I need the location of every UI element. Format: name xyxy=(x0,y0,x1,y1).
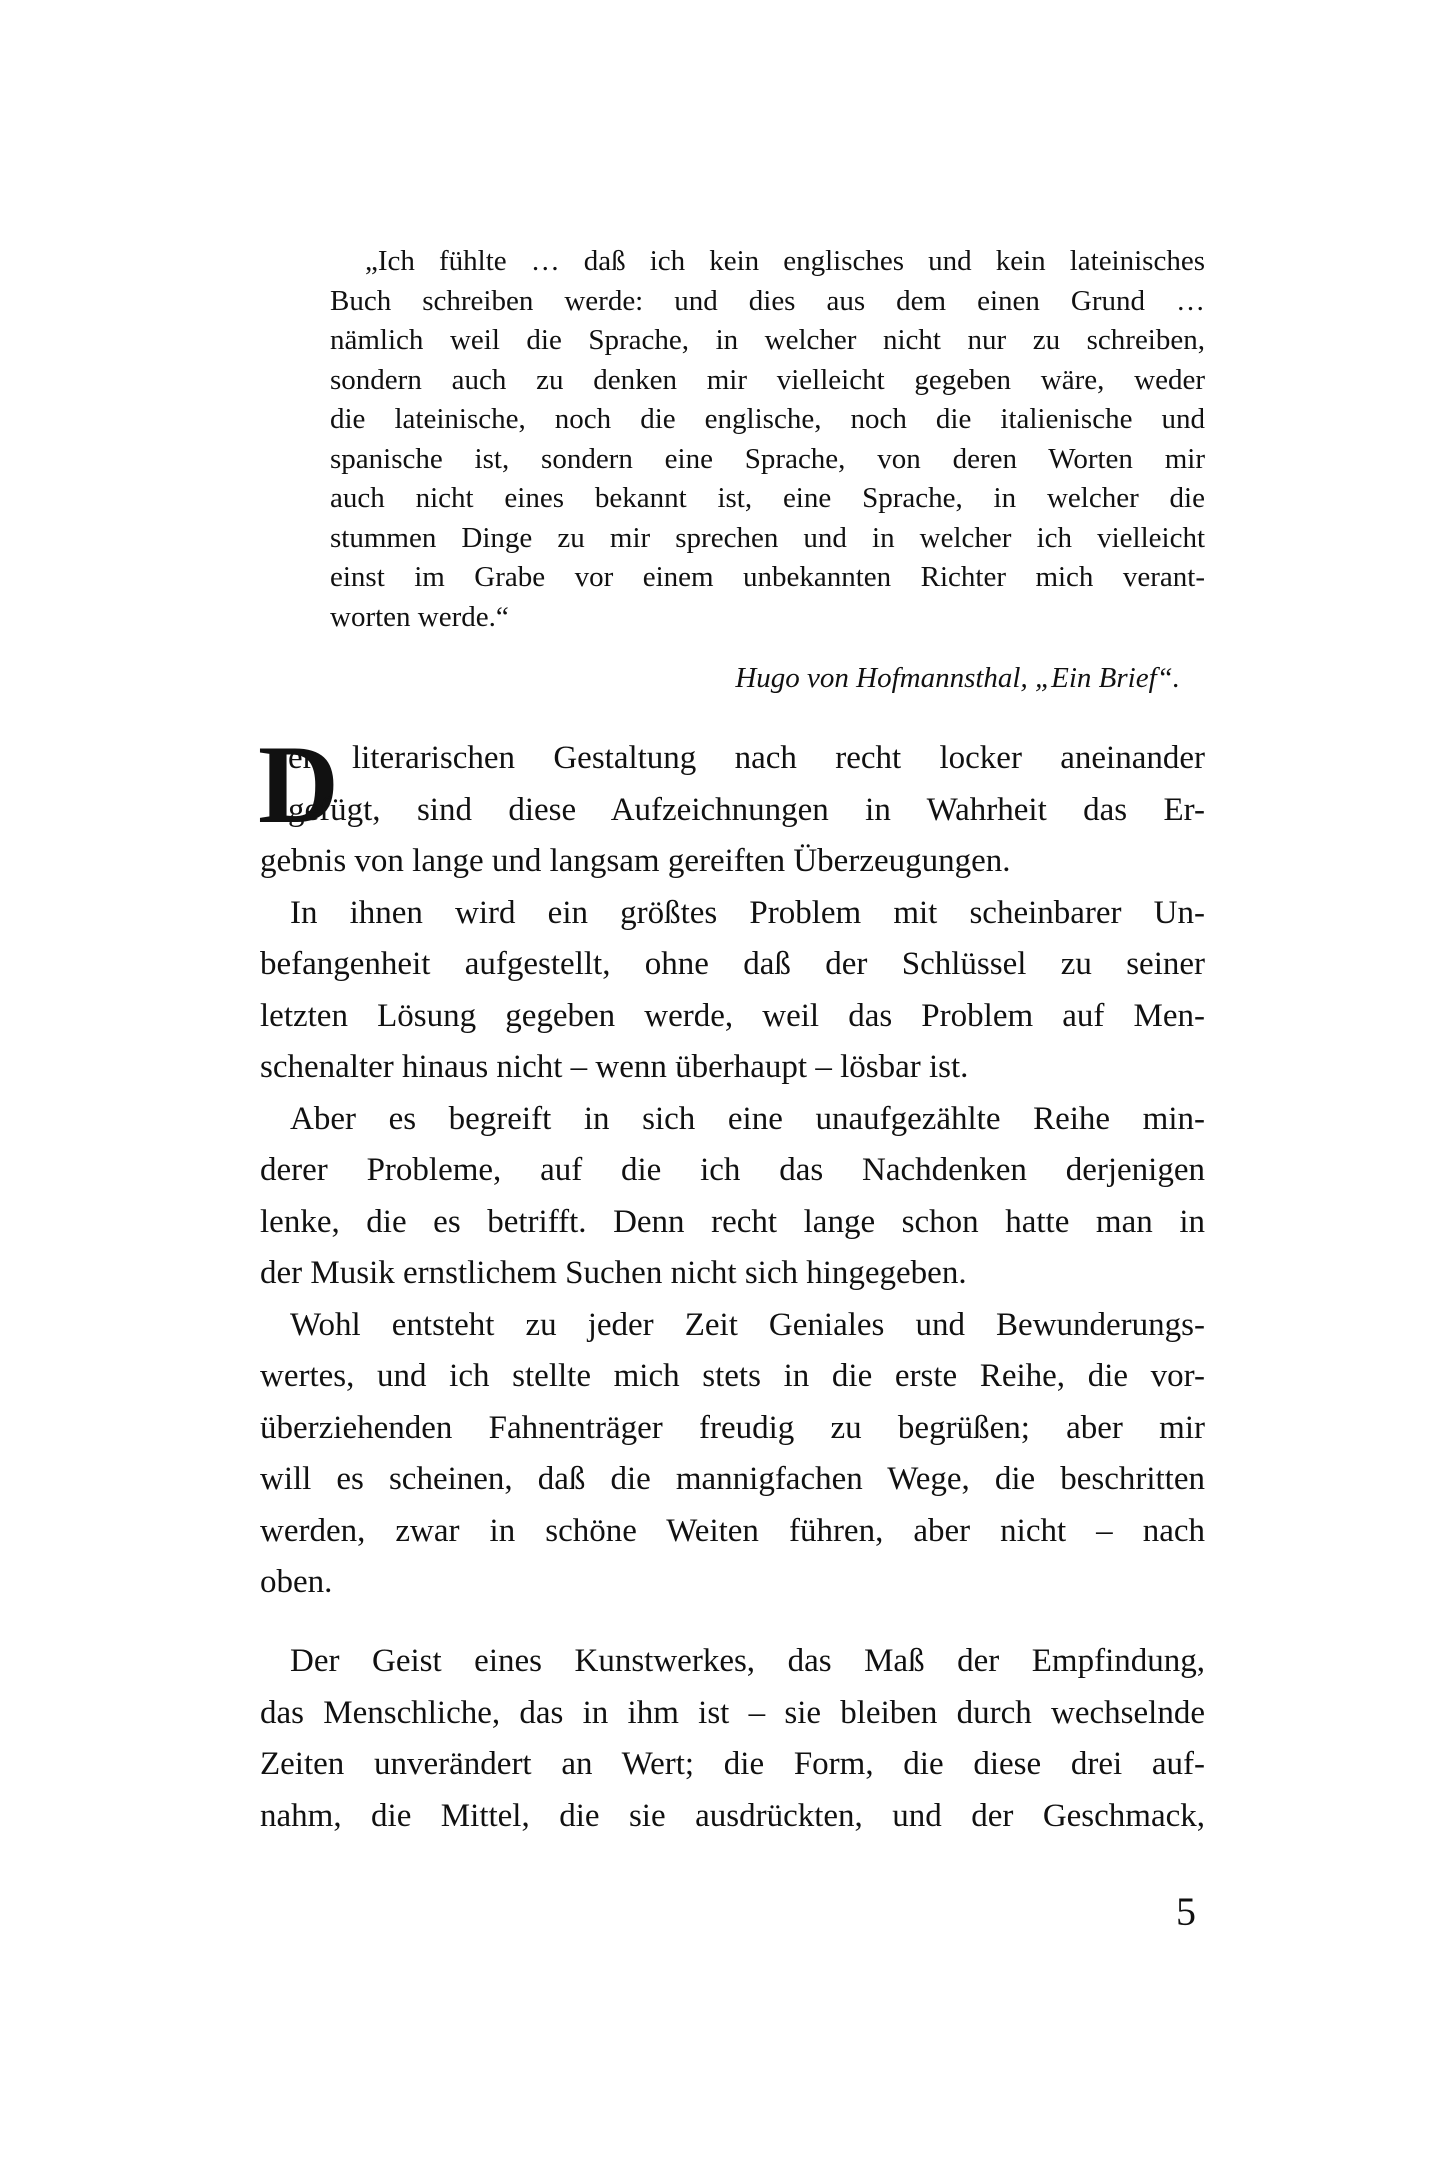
body-line: lenke, die es betrifft. Denn recht lange schon hatte man in xyxy=(260,1203,1205,1240)
body-line: In ihnen wird ein größtes Problem mit scheinbarer Un- xyxy=(290,894,1205,931)
body-line: Wohl entsteht zu jeder Zeit Geniales und Bewunderungs- xyxy=(290,1306,1205,1343)
body-line: das Menschliche, das in ihm ist – sie bleiben durch wechselnde xyxy=(260,1694,1205,1731)
body-line: Aber es begreift in sich eine unaufgezählte Reihe min- xyxy=(290,1100,1205,1137)
page-number: 5 xyxy=(1176,1889,1196,1934)
body-line: schenalter hinaus nicht – wenn überhaupt – lösbar ist. xyxy=(260,1049,969,1085)
epigraph-line: nämlich weil die Sprache, in welcher nicht nur zu schreiben, xyxy=(330,324,1205,356)
body-line: will es scheinen, daß die mannigfachen Wege, die beschritten xyxy=(260,1461,1205,1497)
epigraph-line: einst im Grabe vor einem unbekannten Richter mich verant- xyxy=(330,561,1205,593)
body-line: der Musik ernstlichem Suchen nicht sich hingegeben. xyxy=(260,1255,967,1291)
epigraph-line: „Ich fühlte … daß ich kein englisches und kein lateinisches xyxy=(365,245,1205,277)
body-line: wertes, und ich stellte mich stets in die erste Reihe, die vor- xyxy=(260,1358,1205,1394)
epigraph-line: worten werde.“ xyxy=(330,600,509,633)
epigraph-line: Buch schreiben werde: und dies aus dem einen Grund … xyxy=(330,284,1205,317)
epigraph-line: die lateinische, noch die englische, noch die italienische und xyxy=(330,403,1205,435)
body-line: oben. xyxy=(260,1564,333,1600)
body-line: derer Probleme, auf die ich das Nachdenken derjenigen xyxy=(260,1152,1205,1188)
body-line: gebnis von lange und langsam gereiften Überzeugungen. xyxy=(260,843,1011,879)
epigraph-attribution: Hugo von Hofmannsthal, „Ein Brief“. xyxy=(735,662,1180,694)
body-line: befangenheit aufgestellt, ohne daß der Schlüssel zu seiner xyxy=(260,946,1205,982)
epigraph-line: spanische ist, sondern eine Sprache, von deren Worten mir xyxy=(330,442,1205,475)
body-line: überziehenden Fahnenträger freudig zu begrüßen; aber mir xyxy=(260,1409,1205,1446)
epigraph-line: sondern auch zu denken mir vielleicht gegeben wäre, weder xyxy=(330,363,1205,396)
body-line: nahm, die Mittel, die sie ausdrückten, und der Geschmack, xyxy=(260,1797,1205,1834)
body-line: letzten Lösung gegeben werde, weil das Problem auf Men- xyxy=(260,997,1205,1034)
body-line: werden, zwar in schöne Weiten führen, aber nicht – nach xyxy=(260,1512,1205,1549)
body-line: Der Geist eines Kunstwerkes, das Maß der Empfindung, xyxy=(290,1643,1205,1679)
body-line: er literarischen Gestaltung nach recht locker aneinander xyxy=(288,740,1205,776)
epigraph-line: stummen Dinge zu mir sprechen und in welcher ich vielleicht xyxy=(330,521,1205,554)
body-line: gefügt, sind diese Aufzeichnungen in Wahrheit das Er- xyxy=(288,791,1205,828)
epigraph-line: auch nicht eines bekannt ist, eine Sprache, in welcher die xyxy=(330,482,1205,514)
drop-cap: D xyxy=(258,723,339,847)
body-line: Zeiten unverändert an Wert; die Form, die diese drei auf- xyxy=(260,1746,1205,1782)
